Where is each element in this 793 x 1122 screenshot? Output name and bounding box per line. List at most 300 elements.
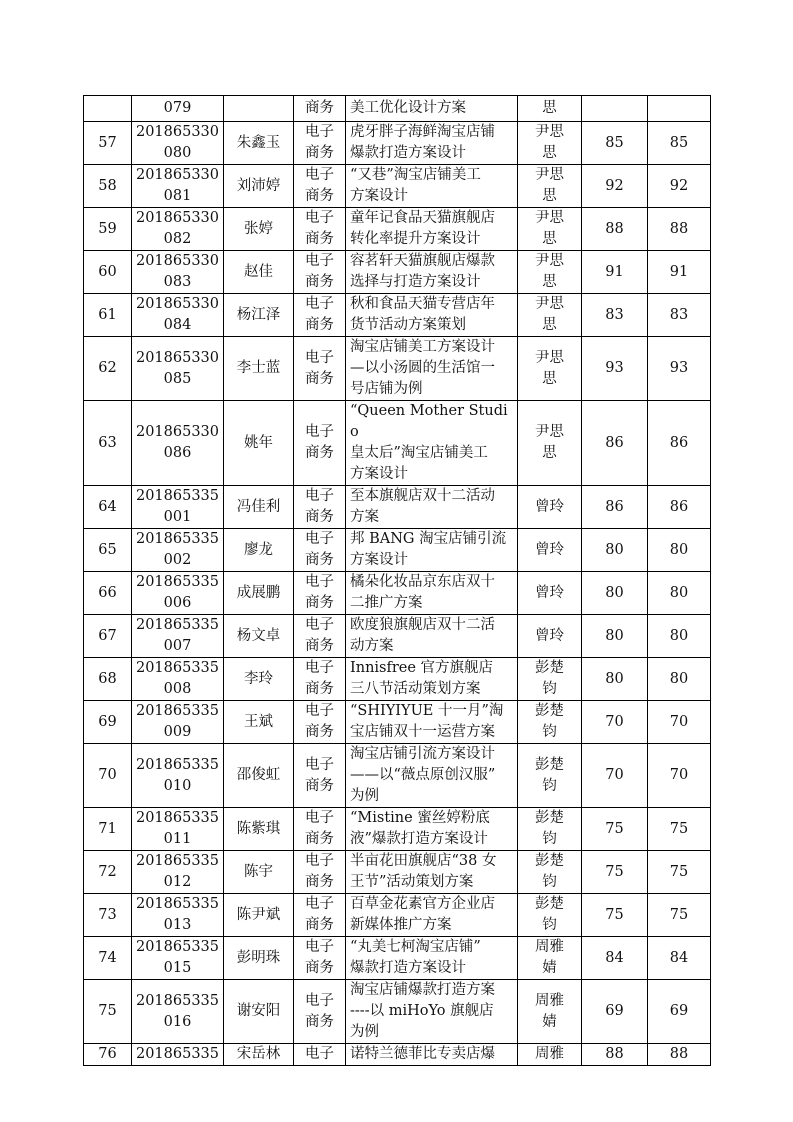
row-number <box>84 529 132 572</box>
thesis-title <box>346 808 518 851</box>
major-line: 电子 <box>305 660 334 676</box>
thesis-title-line: “又巷”淘宝店铺美工 <box>350 167 481 183</box>
row-number-line: 71 <box>98 820 117 837</box>
score-1-line: 88 <box>605 1046 624 1062</box>
thesis-title-line: 邦 BANG 淘宝店铺引流 <box>350 531 507 547</box>
score-2-line: 88 <box>669 220 689 237</box>
student-name <box>224 980 294 1044</box>
advisor-line: 尹思 <box>535 424 564 440</box>
advisor-line: 思 <box>542 370 557 387</box>
major <box>294 615 346 658</box>
thesis-title-line: 液”爆款打造方案设计 <box>350 831 488 847</box>
row-number <box>84 208 132 251</box>
score-1 <box>582 851 648 894</box>
row-number-line: 62 <box>98 360 117 376</box>
major <box>294 165 346 208</box>
thesis-title-line: 货节活动方案策划 <box>350 317 466 333</box>
table-row <box>84 96 711 122</box>
thesis-title-line: 淘宝店铺引流方案设计 <box>350 746 495 762</box>
student-id-line: 012 <box>163 874 192 890</box>
major-line: 商务 <box>305 960 334 976</box>
student-id-line: 201865335 <box>135 1046 220 1062</box>
major-line: 电子 <box>305 424 334 440</box>
row-number <box>84 658 132 701</box>
table-row <box>84 572 711 615</box>
student-name <box>224 1044 294 1066</box>
student-name-line: 赵佳 <box>244 263 273 280</box>
student-id-line: 086 <box>163 445 192 461</box>
student-id-line: 079 <box>163 100 192 116</box>
advisor-line: 彭楚 <box>535 660 564 676</box>
student-id-line: 201865330 <box>135 349 220 366</box>
thesis-title <box>346 937 518 980</box>
major-line: 电子 <box>305 253 334 269</box>
advisor-line: 尹思 <box>535 124 564 140</box>
thesis-title-line: 方案设计 <box>350 466 408 482</box>
major-line: 电子 <box>305 939 334 955</box>
student-id-line: 002 <box>163 552 192 568</box>
score-2 <box>648 122 711 165</box>
major <box>294 572 346 615</box>
thesis-title-line: 淘宝店铺爆款打造方案 <box>350 982 495 998</box>
major-line: 商务 <box>305 1013 334 1030</box>
score-1 <box>582 486 648 529</box>
major <box>294 808 346 851</box>
student-id <box>132 165 224 208</box>
row-number-line: 72 <box>98 863 117 880</box>
score-1 <box>582 294 648 337</box>
student-id-line: 010 <box>163 777 192 794</box>
advisor-line: 曾玲 <box>535 584 564 601</box>
student-name <box>224 851 294 894</box>
thesis-title <box>346 615 518 658</box>
score-1-line: 93 <box>605 360 624 376</box>
table-row <box>84 937 711 980</box>
student-id-line: 201865335 <box>135 488 220 504</box>
score-2-line: 86 <box>669 498 689 515</box>
score-2-line: 88 <box>669 1046 689 1062</box>
major <box>294 401 346 486</box>
thesis-title-line: 方案设计 <box>350 188 408 204</box>
thesis-title-line: 爆款打造方案设计 <box>350 960 466 976</box>
thesis-title-line: 橘朵化妆品京东店双十 <box>350 574 495 590</box>
student-name-line: 姚年 <box>244 434 273 451</box>
major <box>294 294 346 337</box>
thesis-title-line: 美工优化设计方案 <box>350 100 466 116</box>
student-id-line: 083 <box>163 274 192 290</box>
student-id <box>132 980 224 1044</box>
row-number-line: 58 <box>98 177 117 194</box>
advisor <box>518 744 582 808</box>
score-2 <box>648 529 711 572</box>
row-number-line: 66 <box>98 584 117 601</box>
major-line: 电子 <box>305 124 334 140</box>
score-1-line: 80 <box>605 541 624 558</box>
advisor <box>518 486 582 529</box>
score-2 <box>648 615 711 658</box>
major-line: 电子 <box>305 488 334 504</box>
score-2 <box>648 851 711 894</box>
student-id-line: 201865335 <box>135 853 220 869</box>
student-name-line: 刘沛婷 <box>236 177 281 194</box>
major-line: 电子 <box>305 531 334 547</box>
student-id-line: 008 <box>163 681 192 697</box>
score-1 <box>582 401 648 486</box>
major-line: 电子 <box>305 167 334 183</box>
advisor-line: 彭楚 <box>535 756 564 773</box>
major-line: 电子 <box>305 810 334 826</box>
table-row <box>84 401 711 486</box>
student-id-line: 201865335 <box>135 660 220 676</box>
student-id <box>132 658 224 701</box>
student-id-line: 006 <box>163 595 192 611</box>
advisor-line: 钧 <box>542 874 557 890</box>
advisor <box>518 529 582 572</box>
thesis-title <box>346 165 518 208</box>
score-1-line: 86 <box>605 434 624 451</box>
advisor <box>518 808 582 851</box>
advisor <box>518 122 582 165</box>
score-2 <box>648 337 711 401</box>
advisor <box>518 96 582 122</box>
row-number <box>84 401 132 486</box>
score-2 <box>648 980 711 1044</box>
row-number-line: 65 <box>98 541 117 558</box>
student-id-line: 082 <box>163 231 192 247</box>
student-name-line: 杨江泽 <box>236 306 281 323</box>
row-number <box>84 615 132 658</box>
score-2-line: 84 <box>669 949 689 966</box>
score-2-line: 69 <box>669 1003 689 1019</box>
student-id <box>132 937 224 980</box>
score-2 <box>648 937 711 980</box>
student-id-line: 201865330 <box>135 124 220 140</box>
major-line: 电子 <box>305 617 334 633</box>
student-name <box>224 808 294 851</box>
score-1-line: 84 <box>605 949 624 966</box>
thesis-title <box>346 294 518 337</box>
major-line: 电子 <box>305 574 334 590</box>
score-2 <box>648 251 711 294</box>
student-name <box>224 165 294 208</box>
thesis-title-line: 容茗轩天猫旗舰店爆款 <box>350 253 495 269</box>
major-line: 电子 <box>305 853 334 869</box>
student-id-line: 201865330 <box>135 296 220 312</box>
thesis-title-line: 选择与打造方案设计 <box>350 274 481 290</box>
advisor-line: 曾玲 <box>535 541 564 558</box>
major-line: 商务 <box>305 638 334 654</box>
table-row <box>84 251 711 294</box>
advisor-line: 婧 <box>542 960 557 976</box>
row-number <box>84 294 132 337</box>
score-2-line: 70 <box>669 713 689 730</box>
advisor <box>518 1044 582 1066</box>
thesis-title-line: 淘宝店铺美工方案设计 <box>350 339 495 355</box>
student-id <box>132 615 224 658</box>
score-1 <box>582 1044 648 1066</box>
major-line: 商务 <box>305 317 334 333</box>
major <box>294 486 346 529</box>
score-1-line: 85 <box>605 134 624 151</box>
student-name <box>224 122 294 165</box>
student-name-line: 谢安阳 <box>236 1003 281 1019</box>
major-line: 商务 <box>305 231 334 247</box>
major <box>294 744 346 808</box>
score-1 <box>582 894 648 937</box>
student-id-line: 016 <box>163 1013 192 1030</box>
student-name <box>224 894 294 937</box>
score-2 <box>648 96 711 122</box>
thesis-title-line: 方案 <box>350 509 379 525</box>
score-1-line: 91 <box>605 263 624 280</box>
advisor <box>518 337 582 401</box>
advisor-line: 彭楚 <box>535 703 564 719</box>
student-id-line: 085 <box>163 370 192 387</box>
table-row <box>84 122 711 165</box>
advisor-line: 周雅 <box>535 1046 564 1062</box>
row-number <box>84 486 132 529</box>
row-number-line: 64 <box>98 498 117 515</box>
advisor-line: 彭楚 <box>535 853 564 869</box>
row-number-line: 69 <box>98 713 117 730</box>
thesis-title <box>346 658 518 701</box>
advisor-line: 思 <box>542 445 557 461</box>
score-1 <box>582 572 648 615</box>
student-id-line: 201865335 <box>135 617 220 633</box>
student-id <box>132 894 224 937</box>
thesis-title <box>346 208 518 251</box>
student-name <box>224 744 294 808</box>
student-id <box>132 401 224 486</box>
score-1 <box>582 96 648 122</box>
major-line: 电子 <box>305 992 334 1009</box>
table-row <box>84 658 711 701</box>
student-name-line: 朱鑫玉 <box>236 134 281 151</box>
thesis-title <box>346 851 518 894</box>
thesis-title-line: “丸美七柯淘宝店铺” <box>350 939 481 955</box>
table-row <box>84 529 711 572</box>
thesis-title-line: “SHIYIYUE 十一月”淘 <box>350 703 504 719</box>
advisor-line: 尹思 <box>535 167 564 183</box>
student-name <box>224 658 294 701</box>
student-id <box>132 251 224 294</box>
student-id-line: 201865335 <box>135 939 220 955</box>
major-line: 商务 <box>305 100 334 116</box>
score-2 <box>648 486 711 529</box>
table-row <box>84 701 711 744</box>
advisor-line: 彭楚 <box>535 896 564 912</box>
advisor-line: 尹思 <box>535 349 564 366</box>
student-name-line: 张婷 <box>244 220 273 237</box>
score-2 <box>648 165 711 208</box>
row-number <box>84 251 132 294</box>
student-name-line: 陈宇 <box>244 863 273 880</box>
advisor-line: 周雅 <box>535 992 564 1009</box>
row-number <box>84 744 132 808</box>
row-number-line: 63 <box>98 434 117 451</box>
row-number <box>84 894 132 937</box>
student-id-line: 201865335 <box>135 531 220 547</box>
score-2 <box>648 572 711 615</box>
student-name-line: 王斌 <box>244 713 273 730</box>
row-number <box>84 572 132 615</box>
score-2 <box>648 894 711 937</box>
row-number-line: 73 <box>98 906 117 923</box>
advisor <box>518 894 582 937</box>
score-2 <box>648 744 711 808</box>
advisor <box>518 701 582 744</box>
score-1-line: 80 <box>605 627 624 644</box>
student-name <box>224 937 294 980</box>
advisor <box>518 251 582 294</box>
advisor-line: 思 <box>542 188 557 204</box>
student-name <box>224 208 294 251</box>
advisor-line: 婧 <box>542 1013 557 1030</box>
student-id-line: 201865330 <box>135 253 220 269</box>
score-1 <box>582 165 648 208</box>
thesis-title-line: 童年记食品天猫旗舰店 <box>350 210 495 226</box>
student-id-line: 201865335 <box>135 756 220 773</box>
thesis-title-line: 秋和食品天猫专营店年 <box>350 296 495 312</box>
thesis-title-line: ——以“薇点原创汉服” <box>350 767 496 783</box>
score-1-line: 69 <box>605 1003 624 1019</box>
student-name-line: 廖龙 <box>244 541 273 558</box>
score-1-line: 88 <box>605 220 624 237</box>
advisor <box>518 572 582 615</box>
thesis-title <box>346 337 518 401</box>
row-number <box>84 937 132 980</box>
thesis-title <box>346 744 518 808</box>
advisor <box>518 980 582 1044</box>
major-line: 商务 <box>305 874 334 890</box>
major <box>294 980 346 1044</box>
student-id-line: 201865335 <box>135 896 220 912</box>
score-2-line: 85 <box>669 134 689 151</box>
row-number-line: 70 <box>98 767 117 783</box>
thesis-title <box>346 1044 518 1066</box>
score-2-line: 93 <box>669 360 689 376</box>
advisor-line: 钧 <box>542 917 557 933</box>
score-1-line: 80 <box>605 670 624 687</box>
major-line: 电子 <box>305 210 334 226</box>
major-line: 电子 <box>305 756 334 773</box>
table-row <box>84 208 711 251</box>
student-name-line: 陈紫琪 <box>236 820 281 837</box>
advisor <box>518 401 582 486</box>
thesis-title-line: 王节”活动策划方案 <box>350 874 474 890</box>
thesis-title-line: 虎牙胖子海鲜淘宝店铺 <box>350 124 495 140</box>
student-id-line: 201865335 <box>135 992 220 1009</box>
advisor-line: 钧 <box>542 681 557 697</box>
row-number <box>84 337 132 401</box>
student-id <box>132 96 224 122</box>
student-id-line: 009 <box>163 724 192 740</box>
major-line: 商务 <box>305 552 334 568</box>
advisor-line: 彭楚 <box>535 810 564 826</box>
score-2-line: 80 <box>669 627 689 644</box>
student-name-line: 邵俊虹 <box>236 767 281 783</box>
student-name <box>224 529 294 572</box>
student-id <box>132 1044 224 1066</box>
row-number <box>84 165 132 208</box>
major-line: 电子 <box>305 1046 334 1062</box>
row-number <box>84 1044 132 1066</box>
thesis-title-line: 转化率提升方案设计 <box>350 231 481 247</box>
major-line: 商务 <box>305 595 334 611</box>
student-name <box>224 337 294 401</box>
major <box>294 894 346 937</box>
student-name-line: 杨文卓 <box>236 627 281 644</box>
advisor-line: 思 <box>542 145 557 161</box>
thesis-title-line: 为例 <box>350 788 379 804</box>
table-row <box>84 851 711 894</box>
score-2-line: 80 <box>669 541 689 558</box>
thesis-title-line: 号店铺为例 <box>350 381 423 397</box>
score-1 <box>582 744 648 808</box>
student-name <box>224 251 294 294</box>
thesis-title <box>346 486 518 529</box>
thesis-title-line: 为例 <box>350 1024 379 1040</box>
advisor <box>518 658 582 701</box>
score-2-line: 86 <box>669 434 689 451</box>
major-line: 商务 <box>305 917 334 933</box>
score-1 <box>582 251 648 294</box>
advisor <box>518 294 582 337</box>
major-line: 商务 <box>305 509 334 525</box>
student-name-line: 彭明珠 <box>236 949 281 966</box>
score-1 <box>582 529 648 572</box>
student-id-line: 201865330 <box>135 424 220 440</box>
score-2-line: 75 <box>669 863 689 880</box>
student-id <box>132 529 224 572</box>
major-line: 商务 <box>305 777 334 794</box>
student-name <box>224 96 294 122</box>
score-1-line: 75 <box>605 820 624 837</box>
student-id-line: 201865330 <box>135 210 220 226</box>
student-id <box>132 701 224 744</box>
student-name-line: 冯佳利 <box>236 498 281 515</box>
advisor <box>518 937 582 980</box>
score-2-line: 75 <box>669 820 689 837</box>
advisor <box>518 208 582 251</box>
score-2-line: 80 <box>669 584 689 601</box>
thesis-title <box>346 96 518 122</box>
advisor-line: 思 <box>542 317 557 333</box>
advisor-line: 钧 <box>542 831 557 847</box>
row-number <box>84 701 132 744</box>
student-id-line: 201865335 <box>135 574 220 590</box>
thesis-title-line: —以小汤圆的生活馆一 <box>350 360 495 376</box>
major <box>294 937 346 980</box>
score-2 <box>648 401 711 486</box>
thesis-title-line: 百草金花素官方企业店 <box>350 896 495 912</box>
major-line: 商务 <box>305 445 334 461</box>
row-number <box>84 980 132 1044</box>
advisor-line: 曾玲 <box>535 627 564 644</box>
score-1 <box>582 337 648 401</box>
score-1 <box>582 808 648 851</box>
advisor-line: 钧 <box>542 724 557 740</box>
advisor-line: 思 <box>542 100 557 116</box>
major <box>294 337 346 401</box>
score-1-line: 86 <box>605 498 624 515</box>
major-line: 电子 <box>305 296 334 312</box>
score-1-line: 70 <box>605 767 624 783</box>
thesis-title <box>346 572 518 615</box>
row-number-line: 67 <box>98 627 117 644</box>
student-name <box>224 572 294 615</box>
major-line: 电子 <box>305 896 334 912</box>
